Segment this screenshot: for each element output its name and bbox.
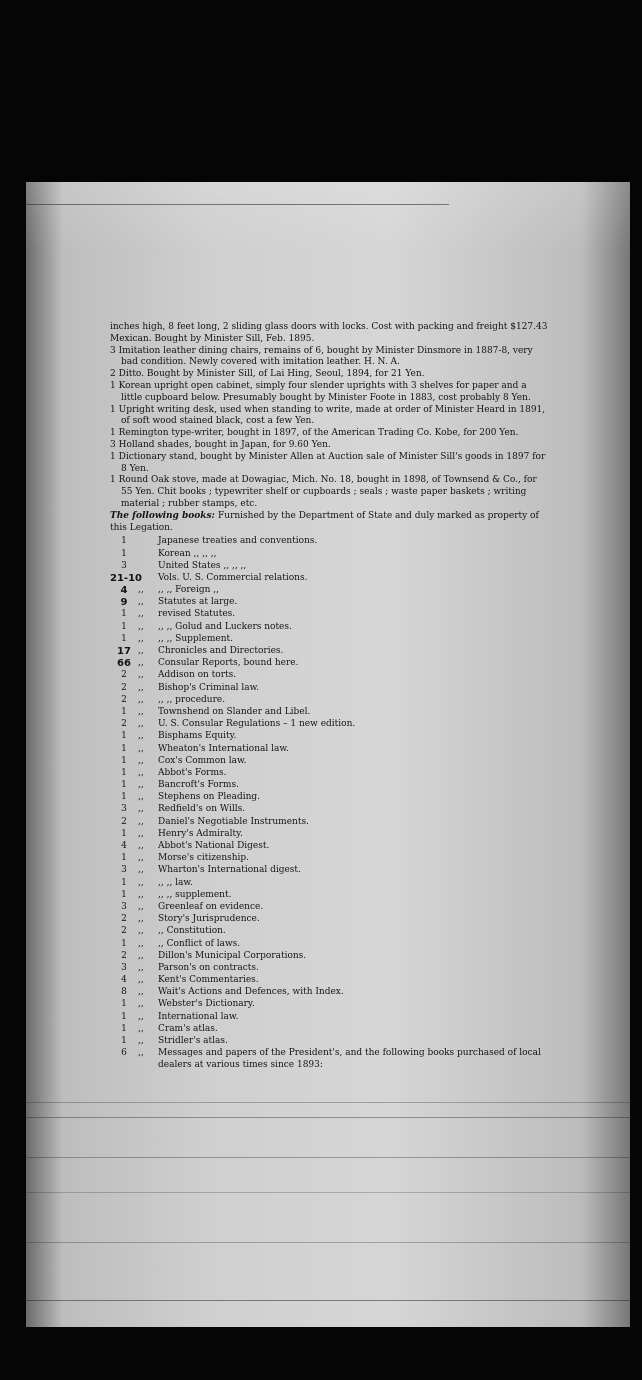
- book-quantity: 2: [121, 914, 127, 925]
- book-quantity: 1: [121, 1011, 127, 1022]
- entry-quantity: 3: [110, 439, 116, 450]
- book-quantity: 1: [121, 621, 127, 632]
- book-row: [110, 683, 550, 695]
- book-title: Addison on torts.: [158, 670, 237, 681]
- book-row: [110, 975, 550, 987]
- book-unit: ,,: [138, 694, 144, 705]
- book-quantity: 6: [121, 1048, 127, 1059]
- book-quantity: 2: [121, 694, 127, 705]
- book-title: Kent's Commentaries.: [158, 975, 259, 986]
- book-quantity: 2: [121, 719, 127, 730]
- entry-text: Dictionary stand, bought by Minister Allen at Auction sale of Minister Sill's goods in 1897 for 8 Yen.: [118, 451, 546, 474]
- book-row: [110, 939, 550, 951]
- book-title: Cram's atlas.: [158, 1023, 218, 1034]
- book-unit: [138, 561, 158, 573]
- book-quantity: 1: [121, 780, 127, 791]
- book-unit: ,,: [138, 889, 144, 900]
- scan-line: [26, 1192, 630, 1193]
- furniture-entry: [110, 475, 550, 510]
- entry-quantity: 1: [110, 451, 116, 462]
- book-row: [110, 536, 550, 548]
- book-quantity: 2: [121, 926, 127, 937]
- entry-text: Imitation leather dining chairs, remains of 6, bought by Minister Dinsmore in 1887-8, very bad condition. Newly covered with imitation leather. H. N. A.: [118, 345, 533, 368]
- book-unit: ,,: [138, 682, 144, 693]
- book-quantity: 3: [121, 962, 127, 973]
- book-unit: ,,: [138, 828, 144, 839]
- books-heading-rest: Furnished by the Department of State and duly marked as property of this Legation.: [110, 510, 539, 533]
- book-unit: [138, 573, 158, 585]
- book-quantity: 1: [121, 731, 127, 742]
- book-row: [110, 707, 550, 719]
- book-title: U. S. Consular Regulations – 1 new edition.: [158, 719, 356, 730]
- book-quantity: 3: [121, 901, 127, 912]
- book-quantity: 21-10: [110, 572, 142, 584]
- book-quantity: 1: [121, 536, 127, 547]
- book-unit: ,,: [138, 901, 144, 912]
- book-unit: ,,: [138, 853, 144, 864]
- book-unit: ,,: [138, 743, 144, 754]
- book-title: Morse's citizenship.: [158, 853, 250, 864]
- book-row: [110, 914, 550, 926]
- book-quantity: 1: [121, 706, 127, 717]
- book-row: [110, 999, 550, 1011]
- furniture-entry: [110, 369, 550, 381]
- book-quantity: 3: [121, 560, 127, 571]
- book-title: Webster's Dictionary.: [158, 999, 255, 1010]
- entry-quantity: 3: [110, 345, 116, 356]
- book-row: [110, 695, 550, 707]
- book-title: Consular Reports, bound here.: [158, 658, 299, 669]
- book-row: [110, 634, 550, 646]
- book-quantity: 8: [121, 987, 127, 998]
- book-quantity: 1: [121, 755, 127, 766]
- book-title: Wheaton's International law.: [158, 743, 289, 754]
- book-title: Henry's Admiralty.: [158, 828, 243, 839]
- book-row: [110, 963, 550, 975]
- book-title: Abbot's National Digest.: [158, 841, 270, 852]
- book-unit: ,,: [138, 877, 144, 888]
- furniture-entry: [110, 440, 550, 452]
- books-heading: [110, 511, 550, 535]
- book-title: ,, ,, Foreign ,,: [158, 585, 219, 596]
- book-title: Wait's Actions and Defences, with Index.: [158, 987, 344, 998]
- book-title: Statutes at large.: [158, 597, 238, 608]
- document-text: [110, 322, 550, 1072]
- book-quantity: 1: [121, 853, 127, 864]
- book-row: [110, 951, 550, 963]
- book-unit: ,,: [138, 865, 144, 876]
- book-quantity: 1: [121, 1023, 127, 1034]
- book-unit: ,,: [138, 780, 144, 791]
- book-title: Story's Jurisprudence.: [158, 914, 260, 925]
- book-unit: ,,: [138, 658, 144, 669]
- book-quantity: 1: [121, 792, 127, 803]
- book-unit: ,,: [138, 987, 144, 998]
- book-row: [110, 804, 550, 816]
- furniture-entry: [110, 428, 550, 440]
- entry-text: Upright writing desk, used when standing to write, made at order of Minister Heard in 1891, of soft wood stained black, cost a few Yen.: [118, 404, 546, 427]
- book-unit: ,,: [138, 914, 144, 925]
- scan-line: [26, 1242, 630, 1243]
- book-unit: ,,: [138, 975, 144, 986]
- book-row: [110, 902, 550, 914]
- book-title: International law.: [158, 1011, 239, 1022]
- book-title: Messages and papers of the President's, and the following books purchased of local dealers at various times since 1893:: [158, 1048, 541, 1071]
- book-unit: ,,: [138, 1023, 144, 1034]
- book-quantity: 17: [117, 646, 131, 658]
- book-title: Vols. U. S. Commercial relations.: [158, 572, 308, 583]
- book-quantity: 1: [121, 999, 127, 1010]
- book-unit: ,,: [138, 633, 144, 644]
- furniture-entry: [110, 346, 550, 370]
- book-unit: ,,: [138, 816, 144, 827]
- books-list: [110, 536, 550, 1071]
- book-row: [110, 1048, 550, 1072]
- book-unit: ,,: [138, 1036, 144, 1047]
- scan-line: [26, 1157, 630, 1158]
- book-title: revised Statutes.: [158, 609, 236, 620]
- entry-text: Round Oak stove, made at Dowagiac, Mich. No. 18, bought in 1898, of Townsend & Co., for 55 Yen. Chit books ; typewriter shelf or cupboards ; seals ; waste paper baskets ; writing material ; rubber stamps, etc.: [118, 475, 537, 509]
- book-quantity: 1: [121, 1036, 127, 1047]
- book-unit: ,,: [138, 706, 144, 717]
- book-unit: ,,: [138, 646, 144, 657]
- book-title: Cox's Common law.: [158, 755, 247, 766]
- book-quantity: 4: [121, 975, 127, 986]
- book-quantity: 4: [121, 841, 127, 852]
- book-title: United States ,, ,, ,,: [158, 560, 247, 571]
- book-quantity: 2: [121, 682, 127, 693]
- book-title: ,, ,, Supplement.: [158, 633, 233, 644]
- scan-line: [26, 1102, 630, 1103]
- book-quantity: 1: [121, 633, 127, 644]
- book-title: Stridler's atlas.: [158, 1036, 228, 1047]
- entry-quantity: 1: [110, 404, 116, 415]
- furniture-entry: [110, 322, 550, 346]
- book-row: [110, 853, 550, 865]
- book-quantity: 4: [120, 585, 128, 597]
- book-title: Redfield's on Wills.: [158, 804, 246, 815]
- book-row: [110, 744, 550, 756]
- book-unit: ,,: [138, 670, 144, 681]
- entry-quantity: 1: [110, 428, 116, 439]
- book-unit: [138, 549, 158, 561]
- book-title: Bancroft's Forms.: [158, 780, 239, 791]
- scan-line: [26, 1117, 630, 1118]
- book-row: [110, 890, 550, 902]
- book-unit: ,,: [138, 609, 144, 620]
- book-row: [110, 658, 550, 670]
- book-title: ,, ,, procedure.: [158, 694, 226, 705]
- book-title: Korean ,, ,, ,,: [158, 548, 217, 559]
- book-title: Bishop's Criminal law.: [158, 682, 260, 693]
- book-quantity: 2: [121, 816, 127, 827]
- entry-text: Holland shades, bought in Japan, for 9.60 Yen.: [118, 439, 331, 450]
- entry-quantity: 2: [110, 369, 116, 380]
- book-quantity: 1: [121, 938, 127, 949]
- book-title: Parson's on contracts.: [158, 962, 259, 973]
- entry-text: inches high, 8 feet long, 2 sliding glass doors with locks. Cost with packing and freight $127.43 Mexican. Bought by Minister Sill, Feb. 1895.: [110, 322, 548, 344]
- furniture-entry: [110, 381, 550, 405]
- book-title: ,, ,, law.: [158, 877, 193, 888]
- book-unit: ,,: [138, 731, 144, 742]
- book-quantity: 1: [121, 743, 127, 754]
- document-page: [26, 182, 630, 1327]
- book-unit: ,,: [138, 585, 144, 596]
- furniture-list: [110, 322, 550, 511]
- book-quantity: 1: [121, 609, 127, 620]
- book-unit: ,,: [138, 999, 144, 1010]
- book-row: [110, 561, 550, 573]
- book-quantity: 3: [121, 865, 127, 876]
- book-title: Daniel's Negotiable Instruments.: [158, 816, 309, 827]
- book-title: Greenleaf on evidence.: [158, 901, 264, 912]
- book-quantity: 2: [121, 950, 127, 961]
- furniture-entry: [110, 452, 550, 476]
- book-unit: ,,: [138, 841, 144, 852]
- book-quantity: 66: [117, 658, 131, 670]
- book-title: Japanese treaties and conventions.: [158, 536, 318, 547]
- scan-line: [26, 1300, 630, 1301]
- entry-text: Ditto. Bought by Minister Sill, of Lai Hing, Seoul, 1894, for 21 Yen.: [118, 369, 425, 380]
- book-row: [110, 670, 550, 682]
- book-unit: ,,: [138, 792, 144, 803]
- book-unit: ,,: [138, 719, 144, 730]
- book-title: Stephens on Pleading.: [158, 792, 261, 803]
- book-row: [110, 622, 550, 634]
- entry-text: Remington type-writer, bought in 1897, of the American Trading Co. Kobe, for 200 Yen.: [118, 428, 519, 439]
- book-title: Abbot's Forms.: [158, 767, 227, 778]
- book-row: [110, 792, 550, 804]
- book-unit: ,,: [138, 938, 144, 949]
- book-unit: ,,: [138, 1048, 144, 1059]
- book-row: [110, 1012, 550, 1024]
- scan-line: [26, 204, 449, 205]
- book-quantity: 1: [121, 828, 127, 839]
- book-title: Townshend on Slander and Libel.: [158, 706, 311, 717]
- book-row: [110, 549, 550, 561]
- entry-quantity: 1: [110, 380, 116, 391]
- book-unit: ,,: [138, 755, 144, 766]
- book-unit: ,,: [138, 597, 144, 608]
- books-heading-label: The following books:: [110, 510, 215, 521]
- book-title: ,, ,, supplement.: [158, 889, 232, 900]
- book-title: Wharton's International digest.: [158, 865, 301, 876]
- book-unit: [138, 536, 158, 548]
- book-row: [110, 597, 550, 609]
- book-quantity: 1: [121, 548, 127, 559]
- book-unit: ,,: [138, 767, 144, 778]
- book-title: ,, Conflict of laws.: [158, 938, 241, 949]
- book-row: [110, 731, 550, 743]
- book-row: [110, 829, 550, 841]
- book-row: [110, 585, 550, 597]
- book-row: [110, 756, 550, 768]
- entry-quantity: 1: [110, 475, 116, 486]
- book-row: [110, 1036, 550, 1048]
- book-unit: ,,: [138, 1011, 144, 1022]
- furniture-entry: [110, 405, 550, 429]
- book-title: Bisphams Equity.: [158, 731, 237, 742]
- book-row: [110, 926, 550, 938]
- book-row: [110, 1024, 550, 1036]
- book-quantity: 2: [121, 670, 127, 681]
- book-quantity: 9: [120, 597, 128, 609]
- book-unit: ,,: [138, 804, 144, 815]
- book-title: ,, ,, Golud and Luckers notes.: [158, 621, 292, 632]
- book-row: [110, 878, 550, 890]
- book-quantity: 1: [121, 889, 127, 900]
- book-row: [110, 987, 550, 999]
- book-row: [110, 841, 550, 853]
- book-unit: ,,: [138, 621, 144, 632]
- book-unit: ,,: [138, 926, 144, 937]
- book-quantity: 1: [121, 767, 127, 778]
- book-unit: ,,: [138, 962, 144, 973]
- book-quantity: 3: [121, 804, 127, 815]
- book-row: [110, 646, 550, 658]
- book-row: [110, 573, 550, 585]
- book-quantity: 1: [121, 877, 127, 888]
- book-row: [110, 865, 550, 877]
- book-row: [110, 719, 550, 731]
- entry-text: Korean upright open cabinet, simply four slender uprights with 3 shelves for paper and a little cupboard below. Presumably bought by Minister Foote in 1883, cost probably 8 Yen.: [118, 380, 531, 403]
- book-title: Chronicles and Directories.: [158, 646, 284, 657]
- book-row: [110, 768, 550, 780]
- book-row: [110, 609, 550, 621]
- book-row: [110, 817, 550, 829]
- book-unit: ,,: [138, 950, 144, 961]
- book-title: ,, Constitution.: [158, 926, 226, 937]
- book-title: Dillon's Municipal Corporations.: [158, 950, 307, 961]
- book-row: [110, 780, 550, 792]
